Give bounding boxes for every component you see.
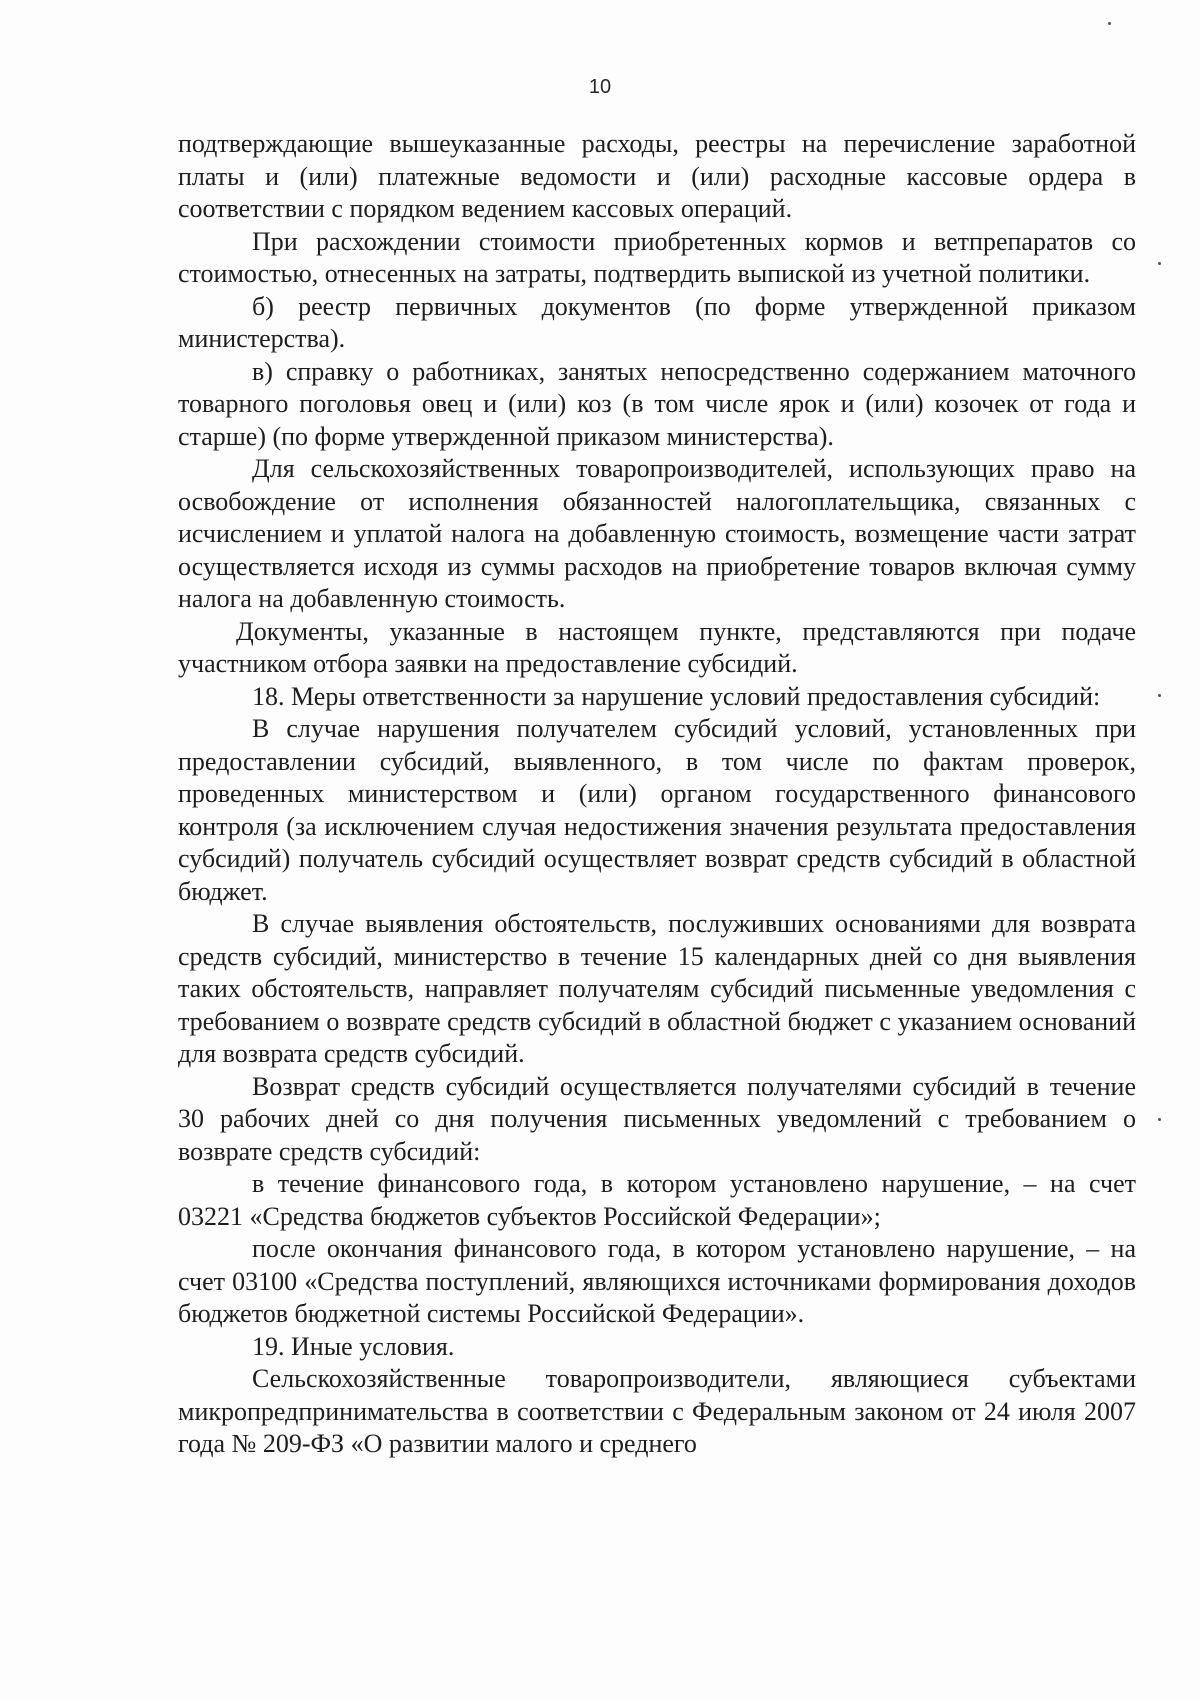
paragraph-account-03100: после окончания финансового года, в котором установлено нарушение, – на счет 03100 «Средства поступлений, являющихся источниками формирования доходов бюджетов бюджетной системы Российской Федерации». <box>178 1234 1136 1328</box>
paragraph-violation-return: В случае нарушения получателем субсидий условий, установленных при предоставлении субсидий, выявленного, в том числе по фактам проверок, проведенных министерством и (или) органом государственного финансового контроля (за исключением случая недостижения значения результата предоставления субсидий) получатель субсидий осуществляет возврат средств субсидий в областной бюджет. <box>178 714 1136 906</box>
section-19-heading: 19. Иные условия. <box>252 1331 455 1361</box>
page-number: 10 <box>588 76 612 98</box>
paragraph-continuation: подтверждающие вышеуказанные расходы, реестры на перечисление заработной платы и (или) платежные ведомости и (или) расходные кассовые ордера в соответствии с порядком ведением кассовых операций. <box>178 129 1136 223</box>
paragraph-vat-exemption: Для сельскохозяйственных товаропроизводителей, использующих право на освобождение от исполнения обязанностей налогоплательщика, связанных с исчислением и уплатой налога на добавленную стоимость, возмещение части затрат осуществляется исходя из суммы расходов на приобретение товаров включая сумму налога на добавленную стоимость. <box>178 454 1136 613</box>
paragraph-account-03221: в течение финансового года, в котором установлено нарушение, – на счет 03221 «Средства бюджетов субъектов Российской Федерации»; <box>178 1169 1136 1231</box>
document-body <box>178 128 1136 1461</box>
scan-speck <box>1158 1118 1161 1121</box>
scan-speck <box>1108 22 1111 25</box>
scan-speck <box>1158 262 1161 265</box>
paragraph-item-v: в) справку о работниках, занятых непосредственно содержанием маточного товарного поголовья овец и (или) коз (в том числе ярок и (или) козочек от года и старше) (по форме утвержденной приказом министерства). <box>178 356 1136 451</box>
paragraph-cost-discrepancy: При расхождении стоимости приобретенных кормов и ветпрепаратов со стоимостью, отнесенных на затраты, подтвердить выпиской из учетной политики. <box>178 226 1136 288</box>
scan-speck <box>1158 694 1161 697</box>
paragraph-return-deadline: Возврат средств субсидий осуществляется получателями субсидий в течение 30 рабочих дней со дня получения письменных уведомлений с требованием о возврате средств субсидий: <box>178 1071 1136 1166</box>
paragraph-documents-submission: Документы, указанные в настоящем пункте, представляются при подаче участником отбора заявки на предоставление субсидий. <box>178 616 1136 678</box>
paragraph-circumstances: В случае выявления обстоятельств, послуживших основаниями для возврата средств субсидий, министерство в течение 15 календарных дней со дня выявления таких обстоятельств, направляет получателям субсидий письменные уведомления с требованием о возврате средств субсидий в областной бюджет с указанием оснований для возврата средств субсидий. <box>178 909 1136 1068</box>
paragraph-micro-enterprise: Сельскохозяйственные товаропроизводители, являющиеся субъектами микропредпринимательства в соответствии с Федеральным законом от 24 июля 2007 года № 209-ФЗ «О развитии малого и среднего <box>178 1364 1136 1458</box>
section-18-heading: 18. Меры ответственности за нарушение условий предоставления субсидий: <box>252 681 1101 711</box>
paragraph-item-b: б) реестр первичных документов (по форме утвержденной приказом министерства). <box>178 291 1136 353</box>
